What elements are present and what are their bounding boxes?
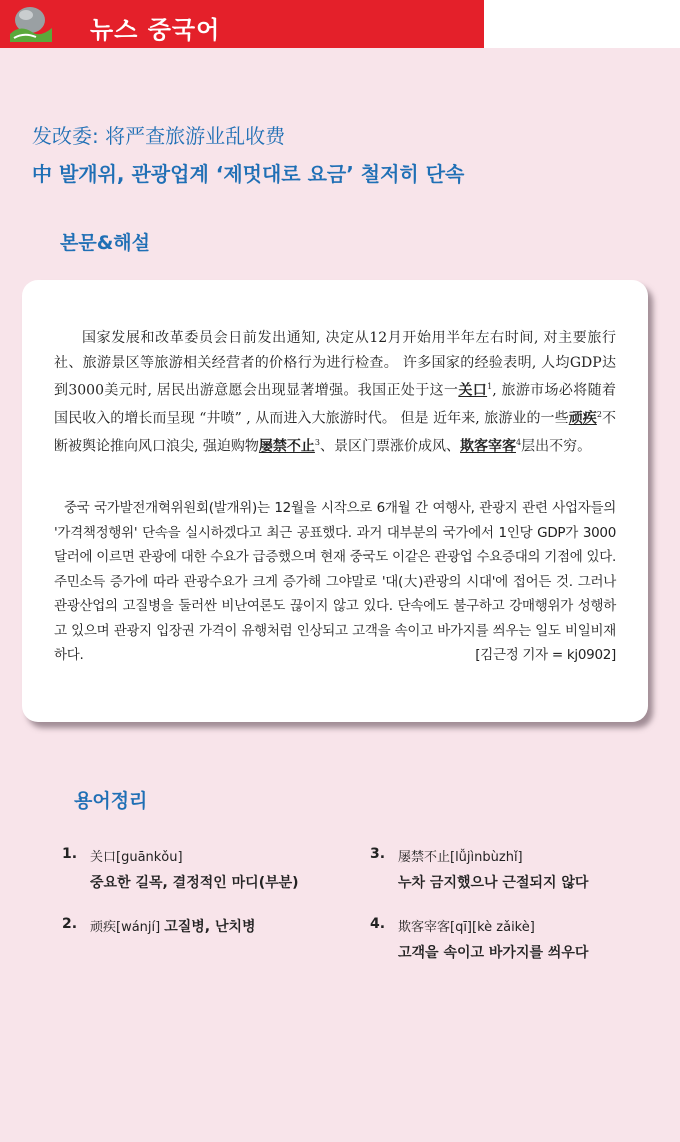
glossary-meaning: 중요한 길목, 결정적인 마디(부분) [90,875,299,891]
article-kr-text: 중국 국가발전개혁위원회(발개위)는 12월을 시작으로 6개월 간 여행사, 관광지 관련 사업자들의 '가격책정행위' 단속을 실시하겠다고 최근 공표했다. 과거 대부분의 국가에서 1인당 GDP가 3000달러에 이르면 관광에 대한 수요가 급증했으며 현재 중국도 이같은 관광업 수요증대의 기점에 있다. 주민소득 증가에 따라 관광수요가 크게 증가해 그야말로 '대(大)관광의 시대'에 접어든 것. 그러나 관광산업의 고질병을 둘러싼 비난여론도 끊이지 않고 있다. 단속에도 불구하고 강매행위가 성행하고 있으며 관광지 입장권 가격이 유행처럼 인상되고 고객을 속이고 바가지를 씌우는 일도 비일비재하다. [54,500,616,663]
footnote-1: 1 [487,382,493,391]
article-cn-text-5: 层出不穷。 [521,438,592,455]
glossary-number: 3. [370,846,386,862]
glossary-number: 1. [62,846,78,862]
term-lvjinbuzhi: 屡禁不止 [258,438,315,455]
glossary-term-with-meaning [90,916,256,936]
article-cn-text-4: 、景区门票涨价成风、 [320,438,460,455]
footnote-2: 2 [596,410,602,420]
term-guankou: 关口 [458,382,488,399]
footnote-4: 4 [516,438,522,448]
headline-chinese: 发改委: 将严查旅游业乱收费 [32,124,286,148]
glossary-term: 顽疾[wánjí] [90,920,161,935]
header-title: 뉴스 중국어 [90,16,221,44]
term-qikezaike: 欺客宰客 [460,438,516,455]
header-blank [484,0,680,48]
article-cn-text-2: , 旅游市场必将随着国民收入的增长而呈现 “井喷” , 从而进入大旅游时代。 但是 近年来, 旅游业的一些 [54,382,616,427]
glossary-meaning: 고객을 속이고 바가지를 씌우다 [398,945,589,961]
glossary-number: 2. [62,916,78,932]
glossary-meaning: 누차 금지했으나 근절되지 않다 [398,875,589,891]
footnote-3: 3 [314,438,320,448]
glossary-meaning: 고질병, 난치병 [164,919,256,935]
article-chinese-paragraph [54,326,616,459]
glossary-term: 屡禁不止[lǚjìnbùzhǐ] [398,850,523,865]
term-wanji: 顽疾 [568,410,597,427]
article-cn-text-3: 不断被舆论推向风口浪尖, 强迫购物 [54,410,617,455]
glossary-term: 关口[guānkǒu] [90,850,183,865]
glossary-term: 欺客宰客[qī][kè zǎikè] [398,920,535,935]
section-title-body: 본문&해설 [60,232,150,254]
globe-logo-icon [6,2,56,46]
byline: [김근정 기자 = kj0902] [475,647,616,663]
glossary-number: 4. [370,916,386,932]
header-bar [0,0,484,48]
section-title-glossary: 용어정리 [74,790,148,812]
article-cn-text-1: 国家发展和改革委员会日前发出通知, 决定从12月开始用半年左右时间, 对主要旅行社、旅游景区等旅游相关经营者的价格行为进行检查。 许多国家的经验表明, 人均GDP达到3000美元时, 居民出游意愿会出现显著增强。我国正处于这一 [54,330,616,399]
article-korean-paragraph [54,496,616,668]
headline-korean: 中 발개위, 관광업계 ‘제멋대로 요금’ 철저히 단속 [32,162,465,186]
